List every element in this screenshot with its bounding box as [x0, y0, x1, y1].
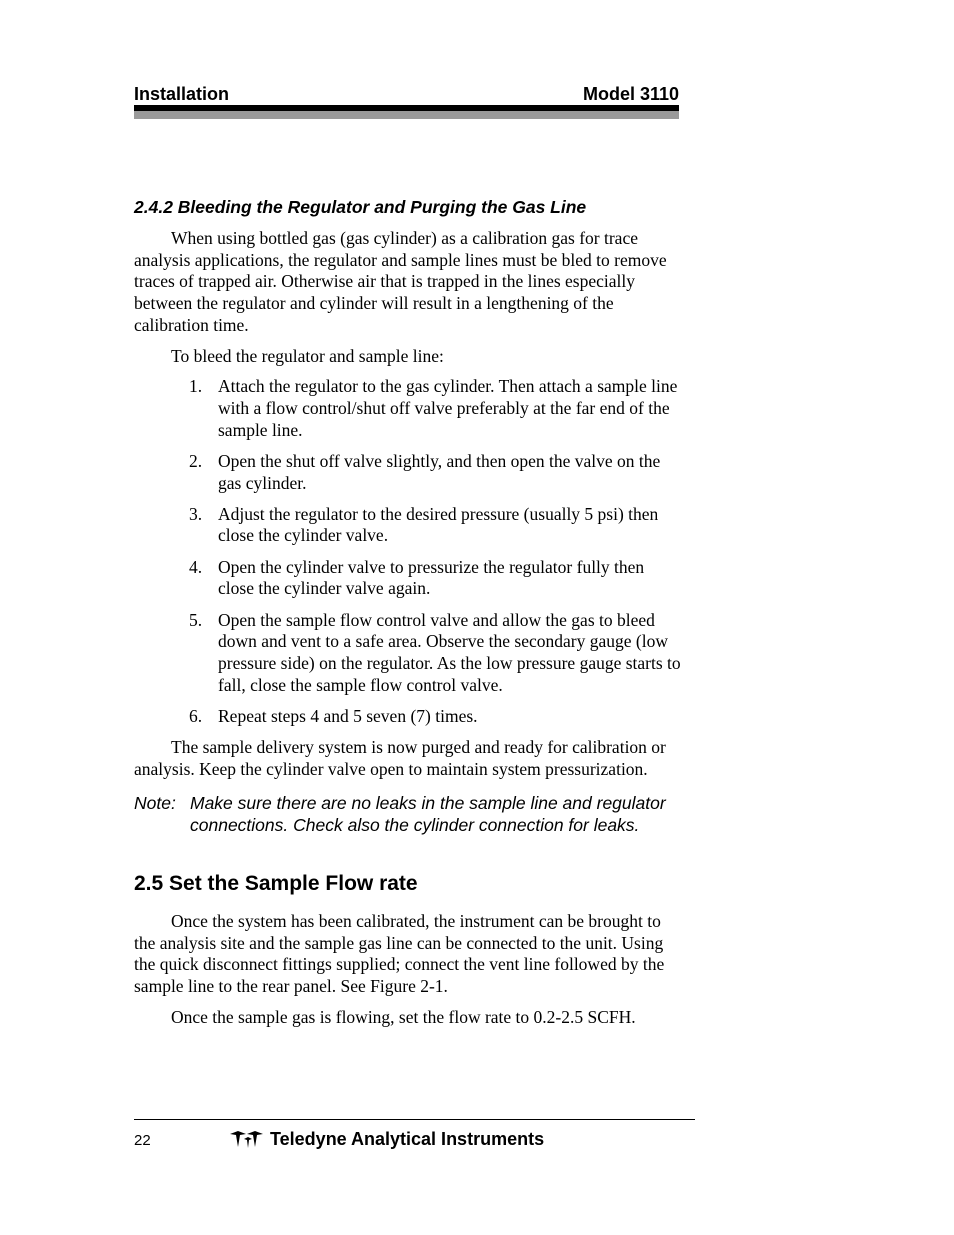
- step-number: 1.: [189, 376, 203, 397]
- section-heading: 2.5 Set the Sample Flow rate: [134, 871, 418, 895]
- footer-company-name: Teledyne Analytical Instruments: [270, 1129, 545, 1149]
- step-number: 5.: [189, 609, 203, 630]
- list-item: [134, 504, 682, 547]
- note-text: Make sure there are no leaks in the sample line and regulator connections. Check also the cylinder connection for leaks.: [190, 793, 666, 836]
- step-text: Open the sample flow control valve and allow the gas to bleed down and vent to a safe area. Observe the secondary gauge (low pressure side) on the regulator. As the low pressure gauge starts to fall, close the sample flow control valve.: [218, 609, 681, 695]
- footer-rule: [134, 1119, 695, 1120]
- conclusion-paragraph: The sample delivery system is now purged and ready for calibration or analysis. Keep the cylinder valve open to maintain system pressurization.: [134, 737, 666, 779]
- step-text: Attach the regulator to the gas cylinder. Then attach a sample line with a flow control/shut off valve preferably at the far end of the sample line.: [218, 376, 678, 440]
- flow-rate-paragraph-2: Once the sample gas is flowing, set the flow rate to 0.2-2.5 SCFH.: [171, 1006, 636, 1027]
- step-number: 4.: [189, 556, 203, 577]
- flow-rate-paragraph-1: Once the system has been calibrated, the instrument can be brought to the analysis site and the sample gas line can be connected to the unit. Using the quick disconnect fittings supplied; connect the vent line followed by the sample line to the rear panel. See Figure 2-1.: [134, 910, 665, 996]
- intro-paragraph: When using bottled gas (gas cylinder) as a calibration gas for trace analysis applications, the regulator and sample lines must be bled to remove traces of trapped air. Otherwise air that is trapped in the lines especially between the regulator and cylinder will result in a lengthening of the calibration time.: [134, 228, 667, 335]
- note-block: [134, 793, 682, 836]
- page-content: [134, 196, 682, 1037]
- step-number: 3.: [189, 503, 203, 524]
- step-number: 6.: [189, 705, 203, 726]
- step-text: Open the shut off valve slightly, and then open the valve on the gas cylinder.: [218, 450, 661, 493]
- list-item: [134, 610, 682, 697]
- header-section-title: Installation: [134, 84, 230, 104]
- list-item: [134, 451, 682, 494]
- list-item: [134, 557, 682, 600]
- note-label: Note:: [134, 793, 176, 814]
- bleed-steps-list: [134, 376, 682, 727]
- page-number: 22: [134, 1132, 151, 1149]
- steps-lead-paragraph: To bleed the regulator and sample line:: [171, 345, 444, 366]
- step-text: Adjust the regulator to the desired pressure (usually 5 psi) then close the cylinder valve.: [218, 503, 659, 546]
- list-item: [134, 706, 682, 728]
- step-text: Open the cylinder valve to pressurize the regulator fully then close the cylinder valve again.: [218, 556, 645, 599]
- step-number: 2.: [189, 450, 203, 471]
- step-text: Repeat steps 4 and 5 seven (7) times.: [218, 705, 478, 726]
- list-item: [134, 376, 682, 441]
- header-rule-grey: [134, 111, 679, 119]
- subsection-heading: 2.4.2 Bleeding the Regulator and Purging the Gas Line: [134, 197, 587, 217]
- header-model: Model 3110: [582, 84, 679, 104]
- teledyne-logo-icon: [230, 1131, 266, 1149]
